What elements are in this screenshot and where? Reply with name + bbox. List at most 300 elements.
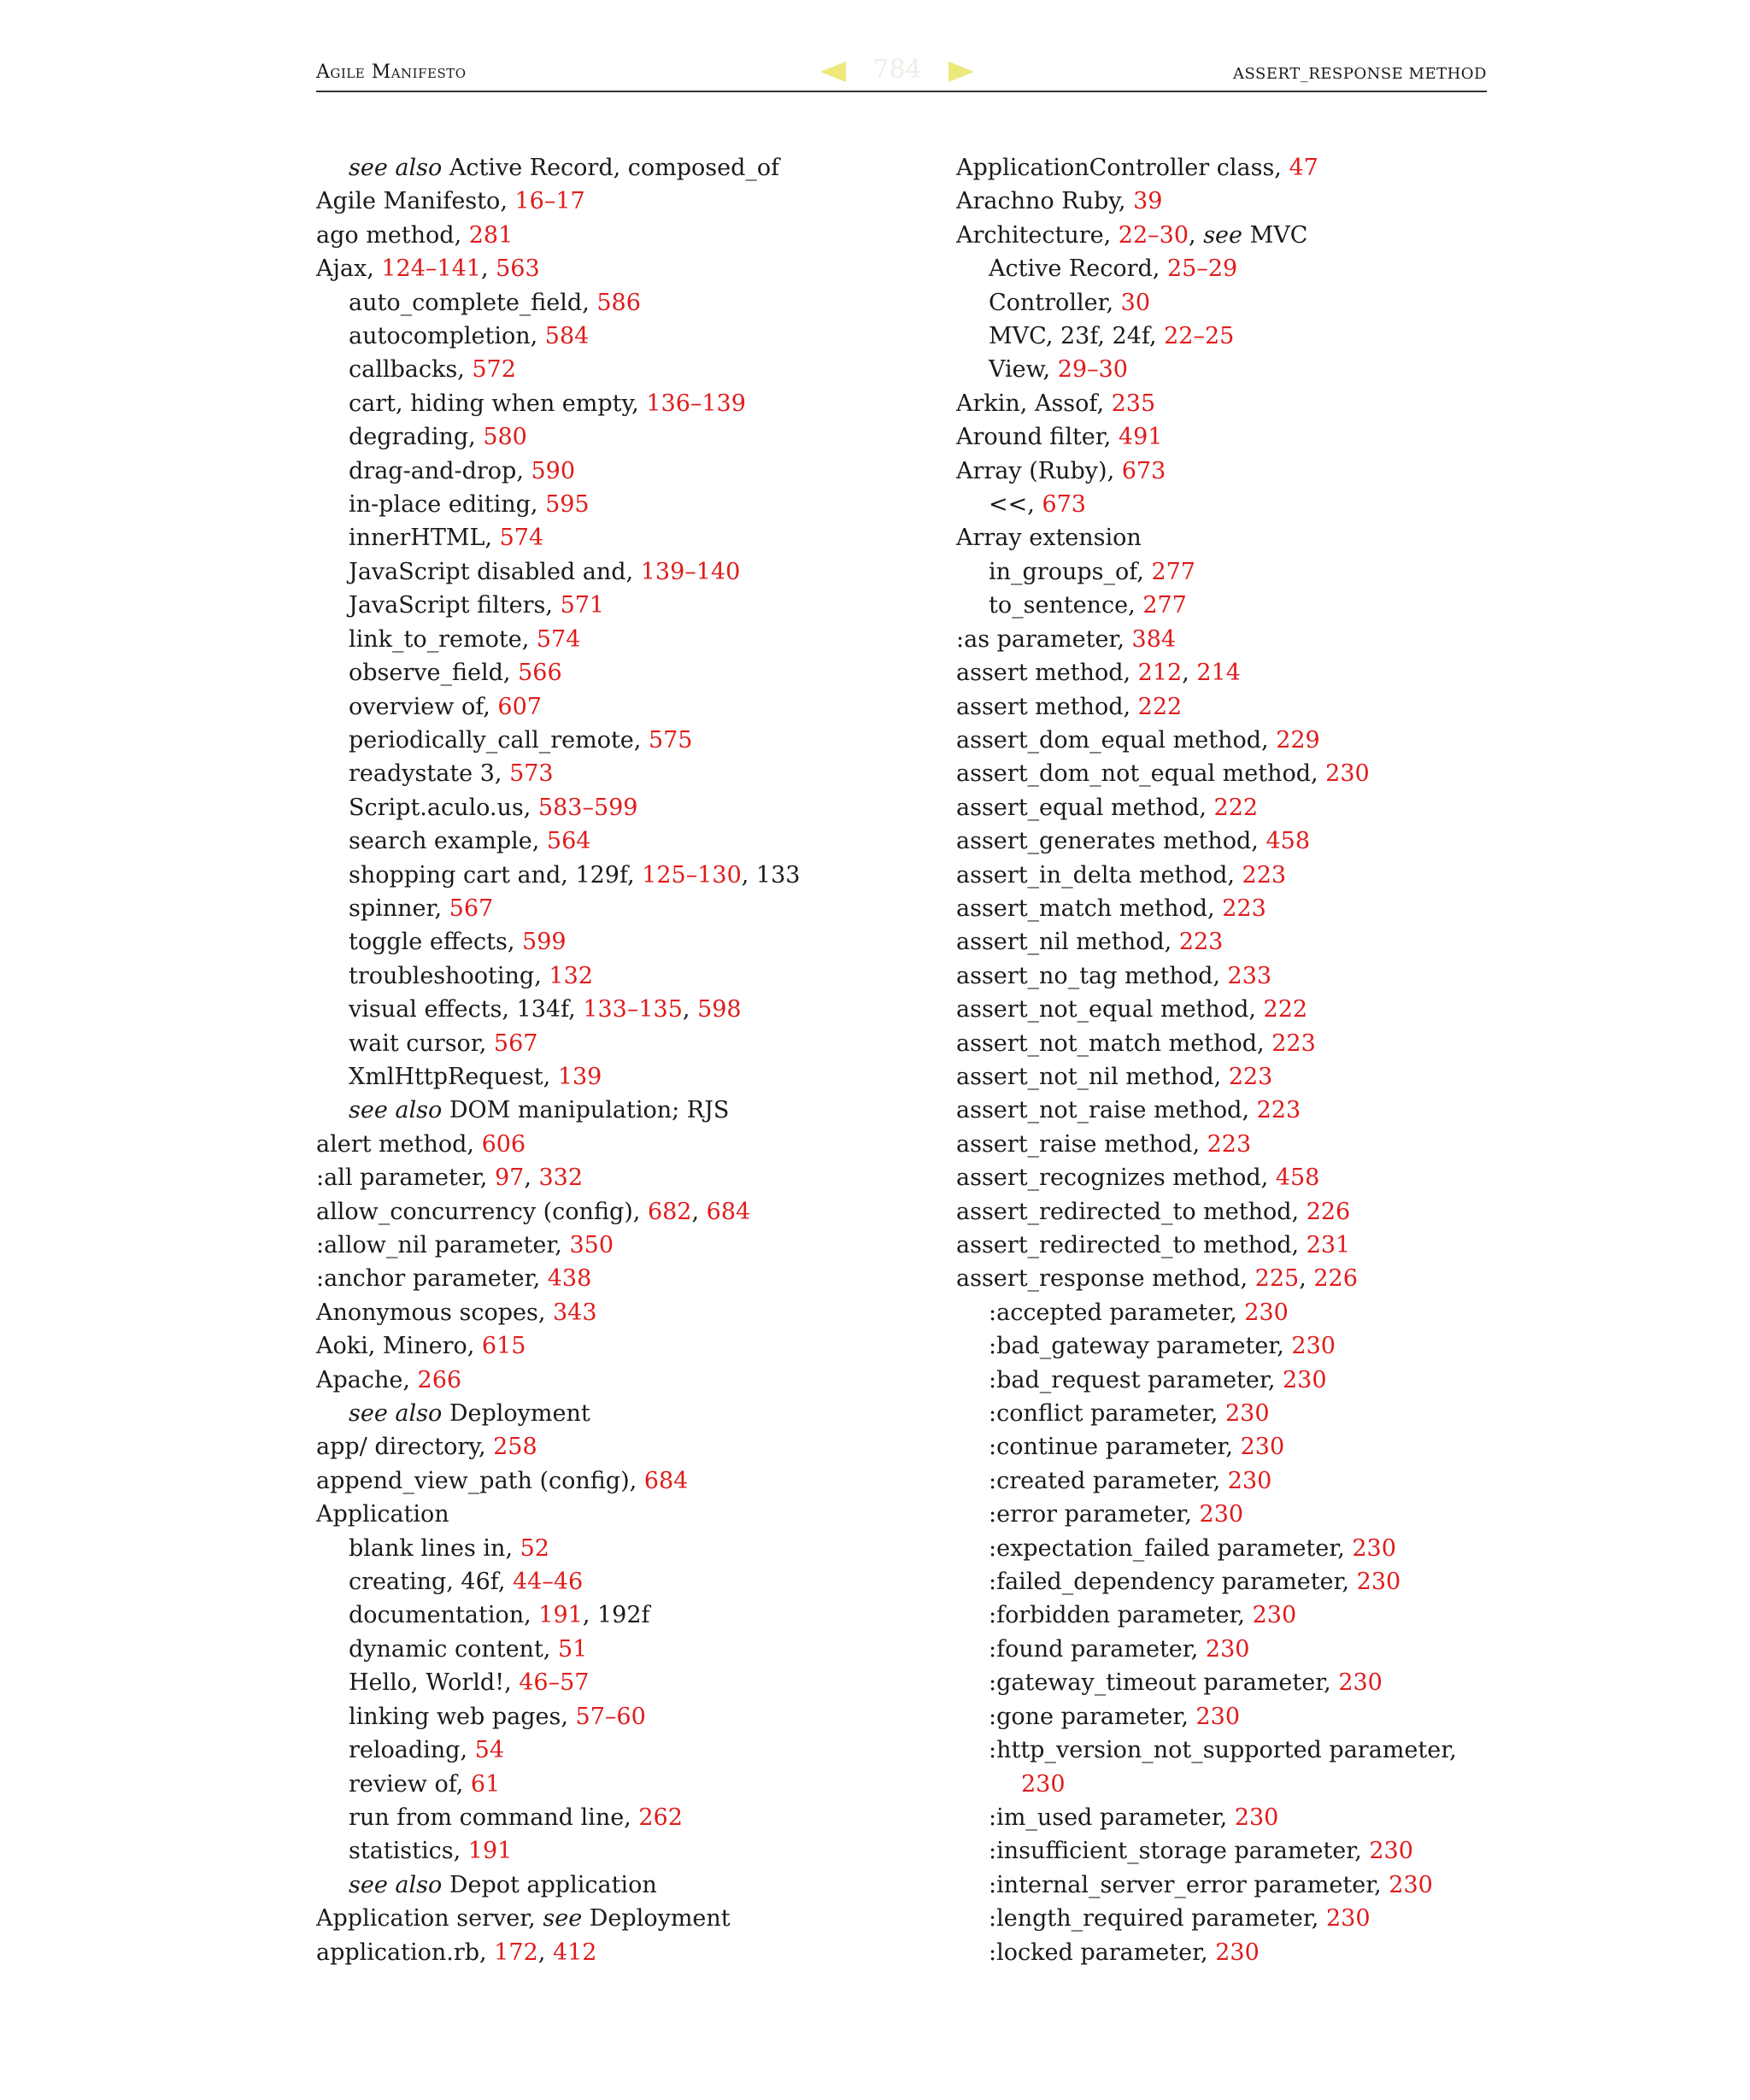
index-subentry (316, 1532, 914, 1565)
index-subentry (316, 1094, 914, 1127)
page-reference-link[interactable]: 132 (549, 962, 593, 989)
index-entry (316, 1229, 914, 1262)
entry-text: MVC (1242, 221, 1308, 249)
page-reference-link[interactable]: 598 (697, 996, 742, 1024)
entry-text: :continue parameter, (989, 1434, 1241, 1461)
page-reference-link[interactable]: 682 (647, 1198, 692, 1225)
index-subentry (316, 925, 914, 959)
page-reference-link[interactable]: 51 (557, 1635, 588, 1663)
entry-text: allow_concurrency (config), (316, 1198, 648, 1225)
page-reference-link[interactable]: 139 (557, 1063, 602, 1090)
entry-text: :locked parameter, (989, 1939, 1216, 1966)
page-reference-link[interactable]: 262 (638, 1804, 683, 1831)
index-subentry (316, 1027, 914, 1060)
index-entry (316, 1161, 914, 1194)
index-subentry (956, 286, 1486, 320)
entry-text: :bad_gateway parameter, (989, 1333, 1292, 1360)
page-reference-link[interactable]: 229 (1276, 726, 1320, 754)
entry-text: troubleshooting, (349, 962, 549, 989)
page-reference-link[interactable]: 191 (538, 1602, 583, 1629)
page-reference-link[interactable]: 230 (1234, 1804, 1279, 1831)
page-reference-link[interactable]: 583–599 (537, 794, 638, 821)
entry-text: append_view_path (config), (316, 1467, 644, 1494)
page-reference-link[interactable]: 46–57 (519, 1669, 590, 1697)
page-reference-link[interactable]: 266 (417, 1366, 462, 1393)
index-entry (316, 185, 914, 218)
page-reference-link[interactable]: 223 (1256, 1097, 1301, 1124)
page-reference-link[interactable]: 44–46 (512, 1569, 584, 1596)
entry-text: :allow_nil parameter, (316, 1232, 570, 1258)
index-entry (956, 690, 1486, 724)
entry-text: alert method, (316, 1130, 482, 1158)
index-subentry (316, 892, 914, 925)
index-subentry (956, 1666, 1486, 1699)
page-reference-link[interactable]: 52 (520, 1534, 549, 1562)
entry-text: :bad_request parameter, (989, 1366, 1283, 1393)
page-reference-link[interactable]: 412 (552, 1939, 597, 1966)
entry-text: XmlHttpRequest, (349, 1063, 558, 1090)
index-entry (956, 925, 1486, 959)
entry-text: autocompletion, (349, 323, 545, 350)
index-subentry (956, 1834, 1486, 1868)
entry-text: View, (989, 356, 1058, 384)
page-reference-link[interactable]: 212 (1137, 660, 1183, 687)
index-subentry (316, 993, 914, 1026)
entry-text: :created parameter, (989, 1467, 1228, 1494)
page-reference-link[interactable]: 673 (1042, 491, 1086, 519)
page-reference-link[interactable]: 54 (474, 1737, 504, 1764)
page-reference-link[interactable]: 595 (545, 491, 590, 519)
index-entry (956, 656, 1486, 689)
page-reference-link[interactable]: 277 (1142, 592, 1187, 619)
index-entry (956, 791, 1486, 824)
entry-text: shopping cart and, 129f, (349, 861, 643, 889)
index-entry (956, 1229, 1486, 1262)
entry-text: assert_generates method, (956, 828, 1266, 855)
entry-text: creating, 46f, (349, 1569, 513, 1596)
header-left-title: Agile Manifesto (316, 62, 467, 83)
index-subentry (956, 1633, 1486, 1666)
index-subentry (316, 1633, 914, 1666)
entry-text: cart, hiding when empty, (349, 390, 647, 417)
entry-text: DOM manipulation; RJS (442, 1097, 730, 1124)
entry-text: , 192f (582, 1602, 650, 1629)
entry-text: assert_not_equal method, (956, 996, 1264, 1024)
page-reference-link[interactable]: 566 (518, 660, 562, 687)
index-entry (956, 420, 1486, 454)
entry-text: Arkin, Assof, (956, 390, 1112, 417)
entry-text: :length_required parameter, (989, 1905, 1326, 1933)
entry-text: , (480, 255, 496, 283)
entry-text: , (524, 1164, 539, 1192)
page-reference-link[interactable]: 258 (493, 1434, 537, 1461)
page-reference-link[interactable]: 223 (1207, 1130, 1252, 1158)
entry-text: ago method, (316, 221, 469, 249)
entry-text: Anonymous scopes, (316, 1299, 553, 1326)
index-subentry (316, 724, 914, 757)
entry-text: :insufficient_storage parameter, (989, 1838, 1370, 1865)
page-reference-link[interactable]: 191 (467, 1838, 513, 1865)
index-subentry (316, 1768, 914, 1801)
index-subentry (316, 555, 914, 589)
index-subentry (316, 151, 914, 185)
entry-text: Hello, World!, (349, 1669, 520, 1697)
entry-text: :error parameter, (989, 1501, 1200, 1528)
entry-text: assert_dom_equal method, (956, 726, 1277, 754)
entry-text: spinner, (349, 895, 449, 922)
page-reference-link[interactable]: 230 (1283, 1366, 1327, 1393)
running-header (316, 53, 1487, 92)
entry-text: innerHTML, (349, 525, 500, 552)
index-subentry (316, 286, 914, 320)
index-subentry (956, 1700, 1486, 1733)
previous-page-arrow-icon[interactable] (820, 62, 846, 82)
index-subentry (316, 455, 914, 488)
page-reference-link[interactable]: 575 (648, 726, 693, 754)
index-subentry (316, 1733, 914, 1767)
page-reference-link[interactable]: 574 (499, 525, 544, 552)
entry-text: blank lines in, (349, 1534, 520, 1562)
entry-text: Apache, (316, 1366, 418, 1393)
entry-text: , (1299, 1265, 1314, 1293)
index-subentry (956, 1768, 1486, 1801)
entry-text: link_to_remote, (349, 625, 537, 653)
index-entry (316, 1464, 914, 1498)
index-subentry (316, 1666, 914, 1699)
page-reference-link[interactable]: 580 (483, 424, 527, 451)
entry-text: assert_redirected_to method, (956, 1232, 1307, 1258)
entry-text: application.rb, (316, 1939, 495, 1966)
page-reference-link[interactable]: 214 (1196, 660, 1241, 687)
index-subentry (956, 1733, 1486, 1767)
page-reference-link[interactable]: 491 (1118, 424, 1163, 451)
entry-text: Arachno Ruby, (956, 188, 1134, 215)
page-reference-link[interactable]: 230 (1240, 1434, 1285, 1461)
page-reference-link[interactable]: 573 (509, 760, 554, 788)
entry-text: drag-and-drop, (349, 457, 531, 484)
entry-text: to_sentence, (989, 592, 1143, 619)
index-subentry (956, 1532, 1486, 1565)
page-reference-link[interactable]: 22–30 (1118, 221, 1189, 249)
entry-text: observe_field, (349, 660, 519, 687)
index-column-left (316, 151, 914, 1969)
index-entry (956, 521, 1486, 554)
index-subentry (956, 1902, 1486, 1935)
index-entry (956, 959, 1486, 993)
entry-text: Deployment (442, 1400, 590, 1428)
index-entry (956, 185, 1486, 218)
entry-text: readystate 3, (349, 760, 510, 788)
page-reference-link[interactable]: 564 (546, 828, 591, 855)
index-subentry (956, 1936, 1486, 1969)
entry-text: Array extension (956, 525, 1142, 552)
page-reference-link[interactable]: 235 (1111, 390, 1156, 417)
index-subentry (316, 1700, 914, 1733)
index-subentry (956, 1464, 1486, 1498)
entry-text: assert_not_match method, (956, 1029, 1272, 1057)
page-reference-link[interactable]: 230 (1389, 1871, 1433, 1898)
page-reference-link[interactable]: 61 (470, 1770, 501, 1798)
page-reference-link[interactable]: 230 (1244, 1299, 1289, 1326)
page-reference-link[interactable]: 458 (1266, 828, 1311, 855)
page-reference-link[interactable]: 574 (536, 625, 581, 653)
page-reference-link[interactable]: 25–29 (1166, 255, 1238, 283)
entry-text: Ajax, (316, 255, 382, 283)
page-reference-link[interactable]: 277 (1151, 558, 1195, 585)
page-reference-link[interactable]: 230 (1021, 1770, 1066, 1798)
page-reference-link[interactable]: 223 (1228, 1063, 1273, 1090)
index-entry (956, 151, 1486, 185)
entry-text: Deployment (582, 1905, 731, 1933)
page-reference-link[interactable]: 350 (569, 1232, 614, 1258)
entry-text: :gone parameter, (989, 1703, 1196, 1730)
page-reference-link[interactable]: 673 (1121, 457, 1166, 484)
index-subentry (956, 1329, 1486, 1363)
page-reference-link[interactable]: 458 (1275, 1164, 1320, 1192)
next-page-arrow-icon[interactable] (948, 62, 974, 82)
entry-text: app/ directory, (316, 1434, 494, 1461)
page-reference-link[interactable]: 563 (496, 255, 540, 283)
page-reference-link[interactable]: 230 (1252, 1602, 1297, 1629)
page-reference-link[interactable]: 230 (1291, 1333, 1336, 1360)
index-entry (956, 724, 1486, 757)
page-reference-link[interactable]: 124–141 (381, 255, 481, 283)
page-reference-link[interactable]: 225 (1254, 1265, 1300, 1293)
index-subentry (956, 1598, 1486, 1632)
entry-text: statistics, (349, 1838, 468, 1865)
index-entry (956, 1128, 1486, 1161)
index-subentry (956, 488, 1486, 521)
page-reference-link[interactable]: 384 (1131, 625, 1177, 653)
page-reference-link[interactable]: 684 (706, 1198, 751, 1225)
cross-reference-label: see (543, 1905, 583, 1933)
index-subentry (316, 656, 914, 689)
index-subentry (316, 521, 914, 554)
page-reference-link[interactable]: 615 (481, 1333, 526, 1360)
page-reference-link[interactable]: 226 (1313, 1265, 1358, 1293)
index-subentry (316, 420, 914, 454)
index-entry (956, 455, 1486, 488)
page-reference-link[interactable]: 230 (1215, 1939, 1260, 1966)
entry-text: Aoki, Minero, (316, 1333, 482, 1360)
index-subentry (316, 757, 914, 790)
page-reference-link[interactable]: 230 (1325, 760, 1370, 788)
page-reference-link[interactable]: 222 (1263, 996, 1308, 1024)
page-reference-link[interactable]: 29–30 (1057, 356, 1128, 384)
page-reference-link[interactable]: 226 (1306, 1198, 1351, 1225)
entry-text: :http_version_not_supported parameter, (989, 1737, 1457, 1764)
page-reference-link[interactable]: 230 (1199, 1501, 1244, 1528)
index-subentry (316, 1868, 914, 1902)
index-entry (956, 1262, 1486, 1295)
entry-text: :anchor parameter, (316, 1265, 548, 1293)
page-reference-link[interactable]: 222 (1137, 693, 1183, 720)
entry-text: assert_match method, (956, 895, 1223, 922)
page-reference-link[interactable]: 607 (497, 693, 542, 720)
page-reference-link[interactable]: 231 (1306, 1232, 1351, 1258)
entry-text: MVC, 23f, 24f, (989, 323, 1165, 350)
page-reference-link[interactable]: 230 (1338, 1669, 1383, 1697)
page-reference-link[interactable]: 39 (1133, 188, 1163, 215)
index-entry (316, 1128, 914, 1161)
page-reference-link[interactable]: 230 (1227, 1467, 1272, 1494)
page-reference-link[interactable]: 230 (1195, 1703, 1241, 1730)
index-entry (316, 1262, 914, 1295)
page-reference-link[interactable]: 230 (1352, 1534, 1396, 1562)
index-subentry (956, 1296, 1486, 1329)
entry-text: Active Record, (989, 255, 1167, 283)
entry-text: :im_used parameter, (989, 1804, 1235, 1831)
index-entry (956, 1027, 1486, 1060)
index-entry (956, 824, 1486, 858)
entry-text: assert_in_delta method, (956, 861, 1242, 889)
page-reference-link[interactable]: 332 (538, 1164, 584, 1192)
entry-text: :found parameter, (989, 1635, 1206, 1663)
index-subentry (316, 1834, 914, 1868)
index-subentry (956, 1868, 1486, 1902)
index-entry (316, 1430, 914, 1464)
index-entry (956, 1094, 1486, 1127)
page-reference-link[interactable]: 438 (547, 1265, 592, 1293)
entry-text: documentation, (349, 1602, 539, 1629)
entry-text: :conflict parameter, (989, 1400, 1225, 1428)
header-right-title: ASSERT_RESPONSE METHOD (1232, 65, 1487, 83)
index-subentry (956, 1397, 1486, 1430)
page-reference-link[interactable]: 222 (1213, 794, 1259, 821)
entry-text: assert_raise method, (956, 1130, 1207, 1158)
entry-text: JavaScript disabled and, (349, 558, 641, 585)
entry-text: JavaScript filters, (349, 592, 561, 619)
page-reference-link[interactable]: 567 (493, 1029, 538, 1057)
page-reference-link[interactable]: 125–130 (642, 861, 742, 889)
index-subentry (316, 589, 914, 622)
entry-text: visual effects, 134f, (349, 996, 584, 1024)
page-reference-link[interactable]: 223 (1242, 861, 1287, 889)
page-reference-link[interactable]: 684 (643, 1467, 689, 1494)
index-subentry (316, 1801, 914, 1834)
page-reference-link[interactable]: 606 (481, 1130, 526, 1158)
page-reference-link[interactable]: 230 (1369, 1838, 1413, 1865)
page-reference-link[interactable]: 230 (1325, 1905, 1371, 1933)
entry-text: Script.aculo.us, (349, 794, 538, 821)
page-reference-link[interactable]: 599 (522, 929, 567, 956)
index-entry (956, 892, 1486, 925)
index-entry (316, 1498, 914, 1531)
page-reference-link[interactable]: 139–140 (640, 558, 741, 585)
entry-text: linking web pages, (349, 1703, 576, 1730)
entry-text: Controller, (989, 289, 1121, 316)
index-subentry (316, 623, 914, 656)
page-reference-link[interactable]: 281 (468, 221, 514, 249)
index-subentry (316, 1565, 914, 1598)
page-reference-link[interactable]: 590 (531, 457, 576, 484)
index-subentry (316, 1598, 914, 1632)
index-entry (956, 387, 1486, 420)
page-reference-link[interactable]: 584 (544, 323, 590, 350)
entry-text: ApplicationController class, (956, 155, 1289, 181)
page-reference-link[interactable]: 97 (494, 1164, 525, 1192)
page-reference-link[interactable]: 223 (1178, 929, 1224, 956)
index-subentry (956, 1498, 1486, 1531)
entry-text: assert_not_raise method, (956, 1097, 1257, 1124)
entry-text: Active Record, composed_of (442, 155, 780, 181)
page-reference-link[interactable]: 572 (472, 356, 516, 384)
entry-text: , (537, 1939, 553, 1966)
entry-text: :all parameter, (316, 1164, 495, 1192)
page-reference-link[interactable]: 172 (494, 1939, 538, 1966)
index-subentry (956, 589, 1486, 622)
index-entry (956, 1161, 1486, 1194)
page-reference-link[interactable]: 136–139 (646, 390, 746, 417)
index-subentry (316, 959, 914, 993)
entry-text: in-place editing, (349, 491, 546, 519)
page-reference-link[interactable]: 230 (1356, 1569, 1401, 1596)
index-entry (316, 1936, 914, 1969)
entry-text: , (1182, 660, 1197, 687)
page-reference-link[interactable]: 47 (1289, 155, 1318, 181)
entry-text: reloading, (349, 1737, 475, 1764)
entry-text: Array (Ruby), (956, 457, 1122, 484)
cross-reference-label: see also (349, 1400, 443, 1428)
cross-reference-label: see (1203, 221, 1243, 249)
index-entry (956, 219, 1486, 252)
page-reference-link[interactable]: 223 (1222, 895, 1266, 922)
page-reference-link[interactable]: 57–60 (575, 1703, 646, 1730)
index-subentry (956, 555, 1486, 589)
page-reference-link[interactable]: 16–17 (514, 188, 585, 215)
entry-text: , (1189, 221, 1204, 249)
entry-text: assert method, (956, 693, 1138, 720)
entry-text: review of, (349, 1770, 471, 1798)
index-entry (316, 1329, 914, 1363)
entry-text: <<, (989, 491, 1042, 519)
page-reference-link[interactable]: 133–135 (583, 996, 683, 1024)
entry-text: Around filter, (956, 424, 1119, 451)
page-number: 784 (872, 55, 922, 85)
entry-text: , 133 (741, 861, 801, 889)
entry-text: search example, (349, 828, 547, 855)
index-entry (316, 219, 914, 252)
page-reference-link[interactable]: 223 (1271, 1029, 1316, 1057)
entry-text: :gateway_timeout parameter, (989, 1669, 1339, 1697)
page-reference-link[interactable]: 30 (1120, 289, 1151, 316)
index-subentry (316, 824, 914, 858)
page-reference-link[interactable]: 343 (553, 1299, 597, 1326)
index-column-right (956, 151, 1486, 1969)
index-subentry (316, 488, 914, 521)
entry-text: degrading, (349, 424, 484, 451)
entry-text: overview of, (349, 693, 498, 720)
index-subentry (956, 1565, 1486, 1598)
index-subentry (956, 252, 1486, 285)
entry-text: :failed_dependency parameter, (989, 1569, 1357, 1596)
index-subentry (316, 690, 914, 724)
page-reference-link[interactable]: 571 (560, 592, 605, 619)
entry-text: assert_not_nil method, (956, 1063, 1229, 1090)
entry-text: auto_complete_field, (349, 289, 597, 316)
index-subentry (956, 320, 1486, 353)
entry-text: assert_equal method, (956, 794, 1214, 821)
page-reference-link[interactable]: 233 (1227, 962, 1272, 989)
index-entry (956, 757, 1486, 790)
page-reference-link[interactable]: 586 (596, 289, 641, 316)
page-reference-link[interactable]: 230 (1205, 1635, 1250, 1663)
entry-text: Architecture, (956, 221, 1119, 249)
page-reference-link[interactable]: 22–25 (1164, 323, 1235, 350)
page-reference-link[interactable]: 230 (1224, 1400, 1270, 1428)
index-entry (316, 1364, 914, 1397)
page-reference-link[interactable]: 567 (449, 895, 494, 922)
